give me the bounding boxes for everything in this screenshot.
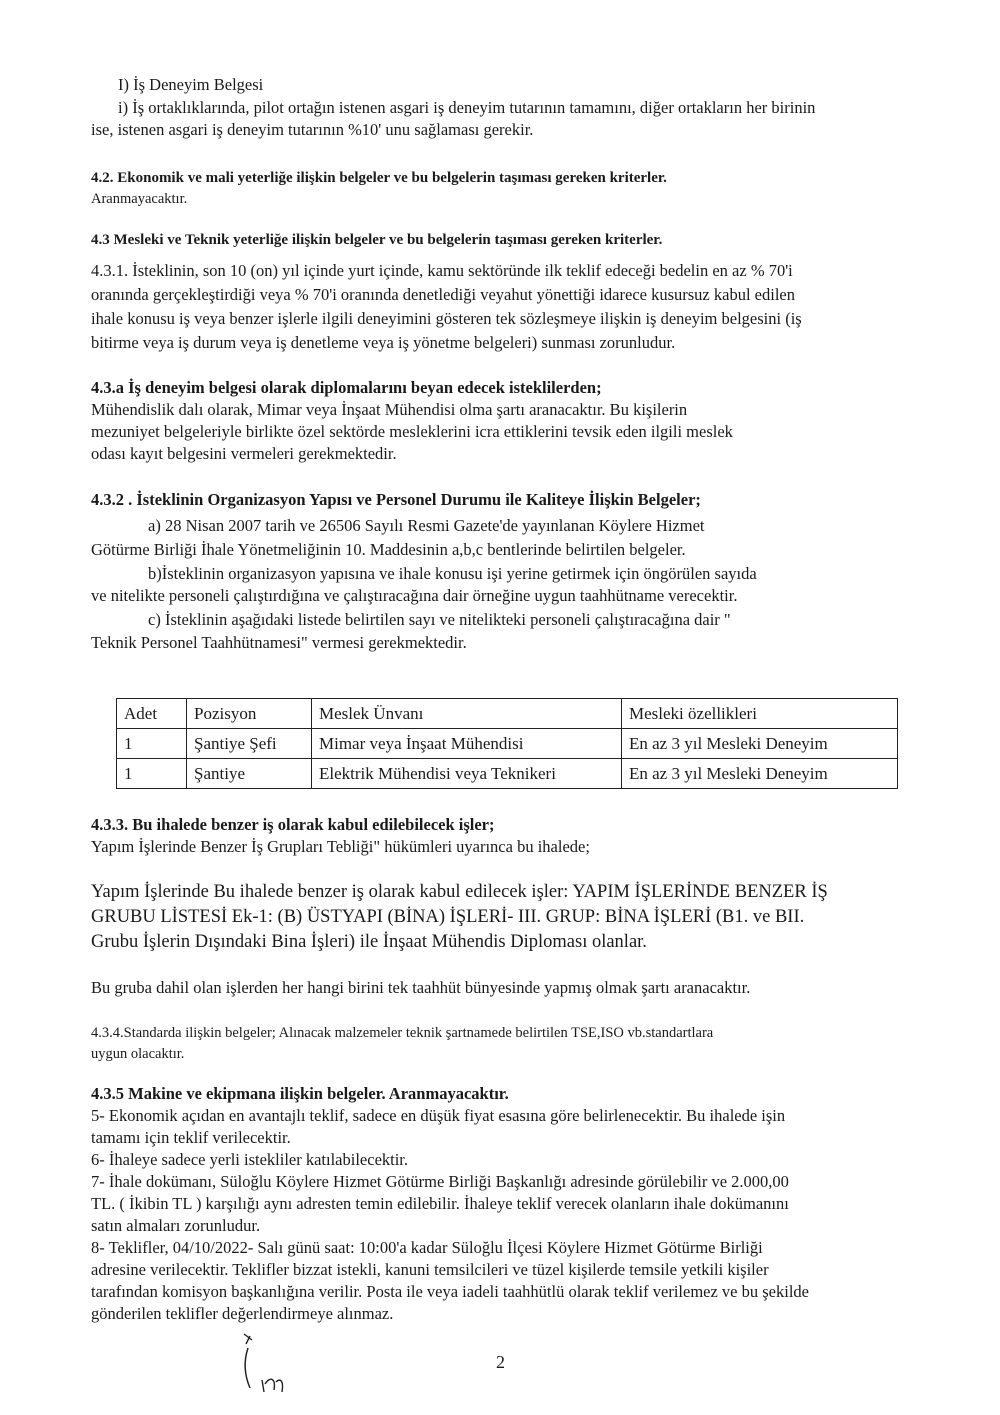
section-4-3-1-line2: oranında gerçekleştirdiği veya % 70'i oranında denetlediği veyahut yönettiği idarece kusursuz kabul edilen — [91, 285, 795, 304]
table-header-row — [117, 699, 898, 729]
table-header-cell: Adet — [117, 699, 187, 729]
table-cell: Mimar veya İnşaat Mühendisi — [312, 729, 622, 759]
table-header-cell: Mesleki özellikleri — [622, 699, 898, 729]
page-number: 2 — [496, 1352, 505, 1372]
item-5-line1: 5- Ekonomik açıdan en avantajlı teklif, sadece en düşük fiyat esasına göre belirlenecektir. Bu ihalede işin — [91, 1106, 786, 1125]
section-4-3-5-title: 4.3.5 Makine ve ekipmana ilişkin belgeler. Aranmayacaktır. — [91, 1084, 509, 1103]
section-4-3-4-line1: 4.3.4.Standarda ilişkin belgeler; Alınacak malzemeler teknik şartnamede belirtilen TSE,ISO vb.standartlara — [91, 1025, 714, 1041]
section-4-3-2-c-line1: c) İsteklinin aşağıdaki listede belirtilen sayı ve nitelikteki personeli çalıştıracağına dair " — [148, 610, 731, 629]
item-7-line3: satın almaları zorunludur. — [91, 1216, 261, 1235]
section-4-3-3-line1: Yapım İşlerinde Benzer İş Grupları Tebliği" hükümleri uyarınca bu ihalede; — [91, 837, 590, 856]
table-cell: Şantiye — [187, 759, 312, 789]
section-4-3-2-b-line1: b)İsteklinin organizasyon yapısına ve ihale konusu işi yerine getirmek için öngörülen sayıda — [148, 564, 757, 583]
item-5-line2: tamamı için teklif verilecektir. — [91, 1128, 291, 1147]
table-row — [117, 729, 898, 759]
table-row — [117, 759, 898, 789]
table-cell: 1 — [117, 729, 187, 759]
section-4-3-2-b-line2: ve nitelikte personeli çalıştırdığına ve çalıştıracağına dair örneğine uygun taahhütname verecektir. — [91, 586, 738, 605]
section-4-3-1-line4: bitirme veya iş durum veya iş denetleme veya iş yönetme belgeleri) sunması zorunludur. — [91, 333, 676, 352]
section-4-3-2-title: 4.3.2 . İsteklinin Organizasyon Yapısı ve Personel Durumu ile Kaliteye İlişkin Belgeler; — [91, 490, 701, 509]
section-l-title: I) İş Deneyim Belgesi — [118, 75, 264, 94]
section-4-3-a-title: 4.3.a İş deneyim belgesi olarak diplomalarını beyan edecek isteklilerden; — [91, 378, 602, 397]
item-7-line2: TL. ( İkibin TL ) karşılığı aynı adresten temin edilebilir. İhaleye teklif verecek olanların ihale dokümanını — [91, 1194, 789, 1213]
section-4-3-title: 4.3 Mesleki ve Teknik yeterliğe ilişkin belgeler ve bu belgelerin taşıması gereken kriterler. — [91, 232, 663, 248]
section-4-3-3-title: 4.3.3. Bu ihalede benzer iş olarak kabul edilebilecek işler; — [91, 815, 495, 834]
item-7-line1: 7- İhale dokümanı, Süloğlu Köylere Hizmet Götürme Birliği Başkanlığı adresinde görülebilir ve 2.000,00 — [91, 1172, 789, 1191]
section-4-2-body: Aranmayacaktır. — [91, 191, 188, 207]
table-cell: En az 3 yıl Mesleki Deneyim — [622, 759, 898, 789]
item-8-line3: tarafından komisyon başkanlığına verilir. Posta ile veya iadeli taahhütlü olarak teklif verilemez ve bu şekilde — [91, 1282, 809, 1301]
table-header-cell: Meslek Ünvanı — [312, 699, 622, 729]
section-4-3-1-line1: 4.3.1. İsteklinin, son 10 (on) yıl içinde yurt içinde, kamu sektöründe ilk teklif edeceği bedelin en az % 70'i — [91, 261, 793, 280]
section-4-3-1-line3: ihale konusu iş veya benzer işlerle ilgili deneyimini gösteren tek sözleşmeye ilişkin iş deneyim belgesini (iş — [91, 309, 802, 328]
section-4-3-3-para4: Bu gruba dahil olan işlerden her hangi birini tek taahhüt bünyesinde yapmış olmak şartı aranacaktır. — [91, 978, 751, 997]
item-8-line4: gönderilen teklifler değerlendirmeye alınmaz. — [91, 1304, 394, 1323]
section-4-3-3-para1: Yapım İşlerinde Bu ihalede benzer iş olarak kabul edilecek işler: YAPIM İŞLERİNDE BENZER İŞ — [91, 882, 828, 902]
section-4-3-4-line2: uygun olacaktır. — [91, 1046, 185, 1062]
section-4-3-a-line2: mezuniyet belgeleriyle birlikte özel sektörde mesleklerini icra ettiklerini tevsik eden ilgili meslek — [91, 422, 733, 441]
section-4-3-2-a-line1: a) 28 Nisan 2007 tarih ve 26506 Sayılı Resmi Gazete'de yayınlanan Köylere Hizmet — [148, 516, 705, 535]
personnel-table — [116, 698, 898, 789]
table-cell: Elektrik Mühendisi veya Teknikeri — [312, 759, 622, 789]
section-4-3-3-para2: GRUBU LİSTESİ Ek-1: (B) ÜSTYAPI (BİNA) İŞLERİ- III. GRUP: BİNA İŞLERİ (B1. ve BII. — [91, 907, 805, 927]
item-6-line1: 6- İhaleye sadece yerli istekliler katılabilecektir. — [91, 1150, 409, 1169]
table-header-cell: Pozisyon — [187, 699, 312, 729]
table-cell: En az 3 yıl Mesleki Deneyim — [622, 729, 898, 759]
item-8-line1: 8- Teklifler, 04/10/2022- Salı günü saat: 10:00'a kadar Süloğlu İlçesi Köylere Hizmet Götürme Birliği — [91, 1238, 763, 1257]
table-cell: Şantiye Şefi — [187, 729, 312, 759]
section-i-line1: i) İş ortaklıklarında, pilot ortağın istenen asgari iş deneyim tutarının tamamını, diğer ortakların her birinin — [118, 98, 816, 117]
signature-icon — [232, 1330, 302, 1405]
section-4-2-title: 4.2. Ekonomik ve mali yeterliğe ilişkin belgeler ve bu belgelerin taşıması gereken kriterler. — [91, 170, 667, 186]
section-4-3-2-c-line2: Teknik Personel Taahhütnamesi" vermesi gerekmektedir. — [91, 633, 467, 652]
section-4-3-3-para3: Grubu İşlerin Dışındaki Bina İşleri) ile İnşaat Mühendis Diploması olanlar. — [91, 932, 647, 952]
section-i-line2: ise, istenen asgari iş deneyim tutarının %10' unu sağlaması gerekir. — [91, 120, 534, 139]
section-4-3-a-line3: odası kayıt belgesini vermeleri gerekmektedir. — [91, 444, 397, 463]
table-cell: 1 — [117, 759, 187, 789]
item-8-line2: adresine verilecektir. Teklifler bizzat istekli, kanuni temsilcileri ve tüzel kişilerde temsile yetkili kişiler — [91, 1260, 769, 1279]
section-4-3-a-line1: Mühendislik dalı olarak, Mimar veya İnşaat Mühendisi olma şartı aranacaktır. Bu kişilerin — [91, 400, 688, 419]
section-4-3-2-a-line2: Götürme Birliği İhale Yönetmeliğinin 10. Maddesinin a,b,c bentlerinde belirtilen belgeler. — [91, 540, 686, 559]
